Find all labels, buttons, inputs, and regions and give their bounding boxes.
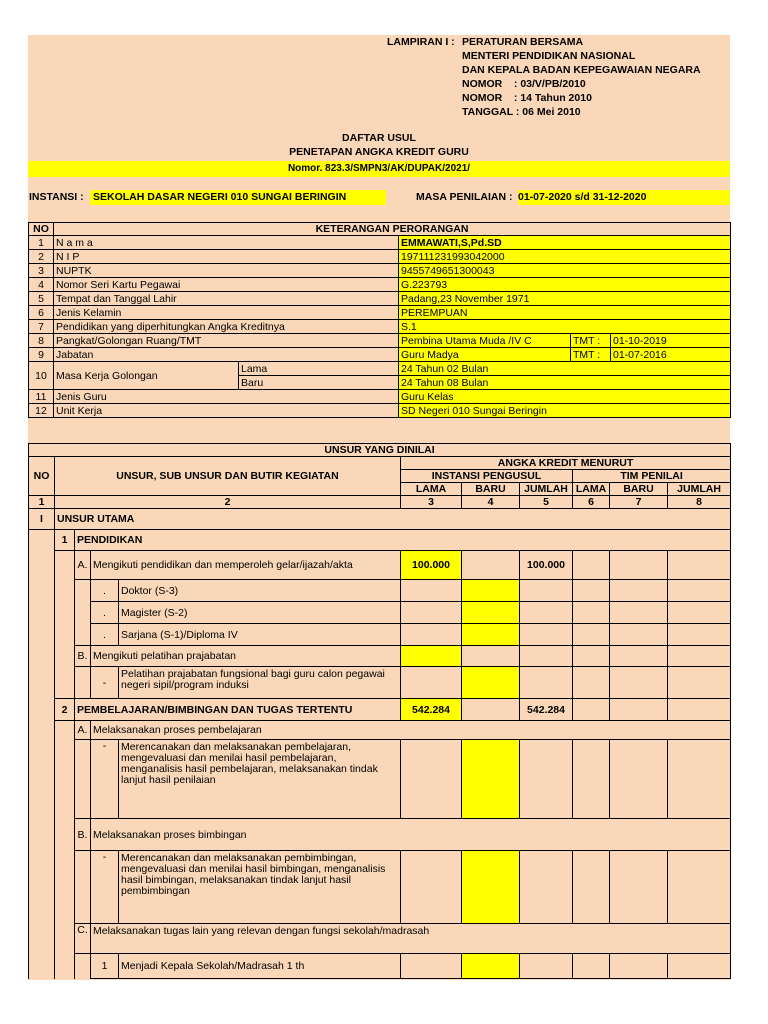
- col-number: 5: [520, 496, 573, 509]
- instansi-label: INSTANSI :: [29, 191, 84, 203]
- instansi-value: SEKOLAH DASAR NEGERI 010 SUNGAI BERINGIN: [90, 190, 386, 205]
- item-pc-text: Melaksanakan tugas lain yang relevan dengan fungsi sekolah/madrasah: [91, 924, 731, 954]
- col-jumlah: JUMLAH: [520, 483, 573, 496]
- col-lama: LAMA: [573, 483, 610, 496]
- col-number: 3: [401, 496, 462, 509]
- label-masa-kerja: Masa Kerja Golongan: [54, 362, 239, 390]
- col-unsur: UNSUR, SUB UNSUR DAN BUTIR KEGIATAN: [55, 457, 401, 496]
- label-baru: Baru: [239, 376, 399, 390]
- col-no: NO: [29, 457, 55, 496]
- item-letter: B.: [75, 646, 91, 667]
- pembelajaran-label: PEMBELAJARAN/BIMBINGAN DAN TUGAS TERTENTU: [75, 699, 401, 721]
- value-masa-kerja-lama: 24 Tahun 02 Bulan: [399, 362, 731, 376]
- label-jabatan: Jabatan: [54, 348, 399, 362]
- col-jumlah: JUMLAH: [668, 483, 731, 496]
- header-line-1: PERATURAN BERSAMA: [462, 36, 584, 48]
- col-number: 4: [462, 496, 520, 509]
- row-no: 2: [29, 250, 54, 264]
- label-unit-kerja: Unit Kerja: [54, 404, 399, 418]
- pembelajaran-lama: 542.284: [401, 699, 462, 721]
- tmt-label: TMT :: [571, 334, 611, 348]
- item-number: 1: [91, 954, 119, 979]
- col-baru: BARU: [610, 483, 668, 496]
- item-letter: B.: [75, 819, 91, 851]
- header-line-3: DAN KEPALA BADAN KEPEGAWAIAN NEGARA: [462, 64, 701, 76]
- value-masa-kerja-baru: 24 Tahun 08 Bulan: [399, 376, 731, 390]
- row-no: 8: [29, 334, 54, 348]
- col-number: 7: [610, 496, 668, 509]
- label-nip: N I P: [54, 250, 399, 264]
- bullet-dash: -: [91, 851, 119, 924]
- row-no: 6: [29, 306, 54, 320]
- item-magister: Magister (S-2): [119, 602, 401, 624]
- item-letter: A.: [75, 721, 91, 740]
- item-kepala-sekolah: Menjadi Kepala Sekolah/Madrasah 1 th: [119, 954, 401, 979]
- value-tmt-pangkat: 01-10-2019: [611, 334, 731, 348]
- item-bimbingan: Merencanakan dan melaksanakan pembimbingan, mengevaluasi dan menilai hasil bimbingan, menganalisis hasil bimbingan, melaksanakan tindak lanjut hasil pembimbingan: [119, 851, 401, 924]
- title-daftar-usul: DAFTAR USUL: [342, 132, 416, 144]
- col-number: 2: [55, 496, 401, 509]
- row-no: 7: [29, 320, 54, 334]
- col-number: 8: [668, 496, 731, 509]
- item-sarjana: Sarjana (S-1)/Diploma IV: [119, 624, 401, 646]
- row-no: 3: [29, 264, 54, 278]
- label-nama: N a m a: [54, 236, 399, 250]
- pembelajaran-no: 2: [55, 699, 75, 721]
- header-line-4: NOMOR : 03/V/PB/2010: [462, 78, 586, 90]
- row-no: 4: [29, 278, 54, 292]
- label-lama: Lama: [239, 362, 399, 376]
- title-penetapan: PENETAPAN ANGKA KREDIT GURU: [289, 146, 469, 158]
- unsur-utama-no: I: [29, 509, 55, 530]
- unsur-table: [28, 443, 731, 979]
- header-line-6: TANGGAL : 06 Mei 2010: [462, 106, 581, 118]
- label-pendidikan: Pendidikan yang diperhitungkan Angka Kreditnya: [54, 320, 399, 334]
- masa-penilaian-label: MASA PENILAIAN :: [416, 191, 513, 203]
- value-jenis-kelamin: PEREMPUAN: [399, 306, 731, 320]
- value-nip: 197111231993042000: [399, 250, 731, 264]
- tmt-label: TMT :: [571, 348, 611, 362]
- row-no: 1: [29, 236, 54, 250]
- value-jabatan: Guru Madya: [399, 348, 571, 362]
- value-tmt-jabatan: 01-07-2016: [611, 348, 731, 362]
- col-angka-kredit: ANGKA KREDIT MENURUT: [401, 457, 731, 470]
- item-pb-text: Melaksanakan proses bimbingan: [91, 819, 731, 851]
- bullet-dot: .: [91, 624, 119, 646]
- item-doktor: Doktor (S-3): [119, 580, 401, 602]
- item-letter: C.: [75, 924, 91, 954]
- label-jenis-guru: Jenis Guru: [54, 390, 399, 404]
- col-baru: BARU: [462, 483, 520, 496]
- col-no: NO: [29, 223, 54, 236]
- pendidikan-label: PENDIDIKAN: [75, 530, 731, 551]
- bullet-dash: -: [91, 667, 119, 699]
- item-pa-text: Melaksanakan proses pembelajaran: [91, 721, 731, 740]
- item-prajabatan: Pelatihan prajabatan fungsional bagi guru calon pegawai negeri sipil/program induksi: [119, 667, 401, 699]
- col-number: 1: [29, 496, 55, 509]
- bullet-dot: .: [91, 580, 119, 602]
- label-jenis-kelamin: Jenis Kelamin: [54, 306, 399, 320]
- row-no: 12: [29, 404, 54, 418]
- value-unit-kerja: SD Negeri 010 Sungai Beringin: [399, 404, 731, 418]
- pendidikan-no: 1: [55, 530, 75, 551]
- col-tim-penilai: TIM PENILAI: [573, 470, 731, 483]
- pembelajaran-jumlah: 542.284: [520, 699, 573, 721]
- row-no: 5: [29, 292, 54, 306]
- unsur-title: UNSUR YANG DINILAI: [29, 444, 731, 457]
- col-number: 6: [573, 496, 610, 509]
- item-b-text: Mengikuti pelatihan prajabatan: [91, 646, 401, 667]
- value-nuptk: 9455749651300043: [399, 264, 731, 278]
- item-a-lama: 100.000: [401, 551, 462, 580]
- label-pangkat: Pangkat/Golongan Ruang/TMT: [54, 334, 399, 348]
- value-pendidikan: S.1: [399, 320, 731, 334]
- label-nuptk: NUPTK: [54, 264, 399, 278]
- row-no: 11: [29, 390, 54, 404]
- col-lama: LAMA: [401, 483, 462, 496]
- masa-penilaian-value: 01-07-2020 s/d 31-12-2020: [518, 190, 730, 205]
- col-instansi-pengusul: INSTANSI PENGUSUL: [401, 470, 573, 483]
- item-a-text: Mengikuti pendidikan dan memperoleh gelar/ijazah/akta: [91, 551, 401, 580]
- col-keterangan: KETERANGAN PERORANGAN: [54, 223, 731, 236]
- header-line-2: MENTERI PENDIDIKAN NASIONAL: [462, 50, 636, 62]
- item-a-jumlah: 100.000: [520, 551, 573, 580]
- unsur-utama-label: UNSUR UTAMA: [55, 509, 731, 530]
- nomor-dupak: Nomor. 823.3/SMPN3/AK/DUPAK/2021/: [28, 161, 730, 177]
- label-ttl: Tempat dan Tanggal Lahir: [54, 292, 399, 306]
- value-pangkat: Pembina Utama Muda /IV C: [399, 334, 571, 348]
- row-no: 10: [29, 362, 54, 390]
- value-ttl: Padang,23 November 1971: [399, 292, 731, 306]
- header-line-5: NOMOR : 14 Tahun 2010: [462, 92, 592, 104]
- bullet-dot: .: [91, 602, 119, 624]
- value-nama: EMMAWATI,S,Pd.SD: [399, 236, 731, 250]
- lampiran-label: LAMPIRAN I :: [387, 36, 455, 48]
- bullet-dash: -: [91, 740, 119, 819]
- personal-info-table: [28, 222, 731, 418]
- item-pembelajaran: Merencanakan dan melaksanakan pembelajaran, mengevaluasi dan menilai hasil pembelajaran, menganalisis hasil pembelajaran, melaksanakan tindak lanjut hasil penilaian: [119, 740, 401, 819]
- item-letter: A.: [75, 551, 91, 580]
- row-no: 9: [29, 348, 54, 362]
- value-karpeg: G.223793: [399, 278, 731, 292]
- label-karpeg: Nomor Seri Kartu Pegawai: [54, 278, 399, 292]
- value-jenis-guru: Guru Kelas: [399, 390, 731, 404]
